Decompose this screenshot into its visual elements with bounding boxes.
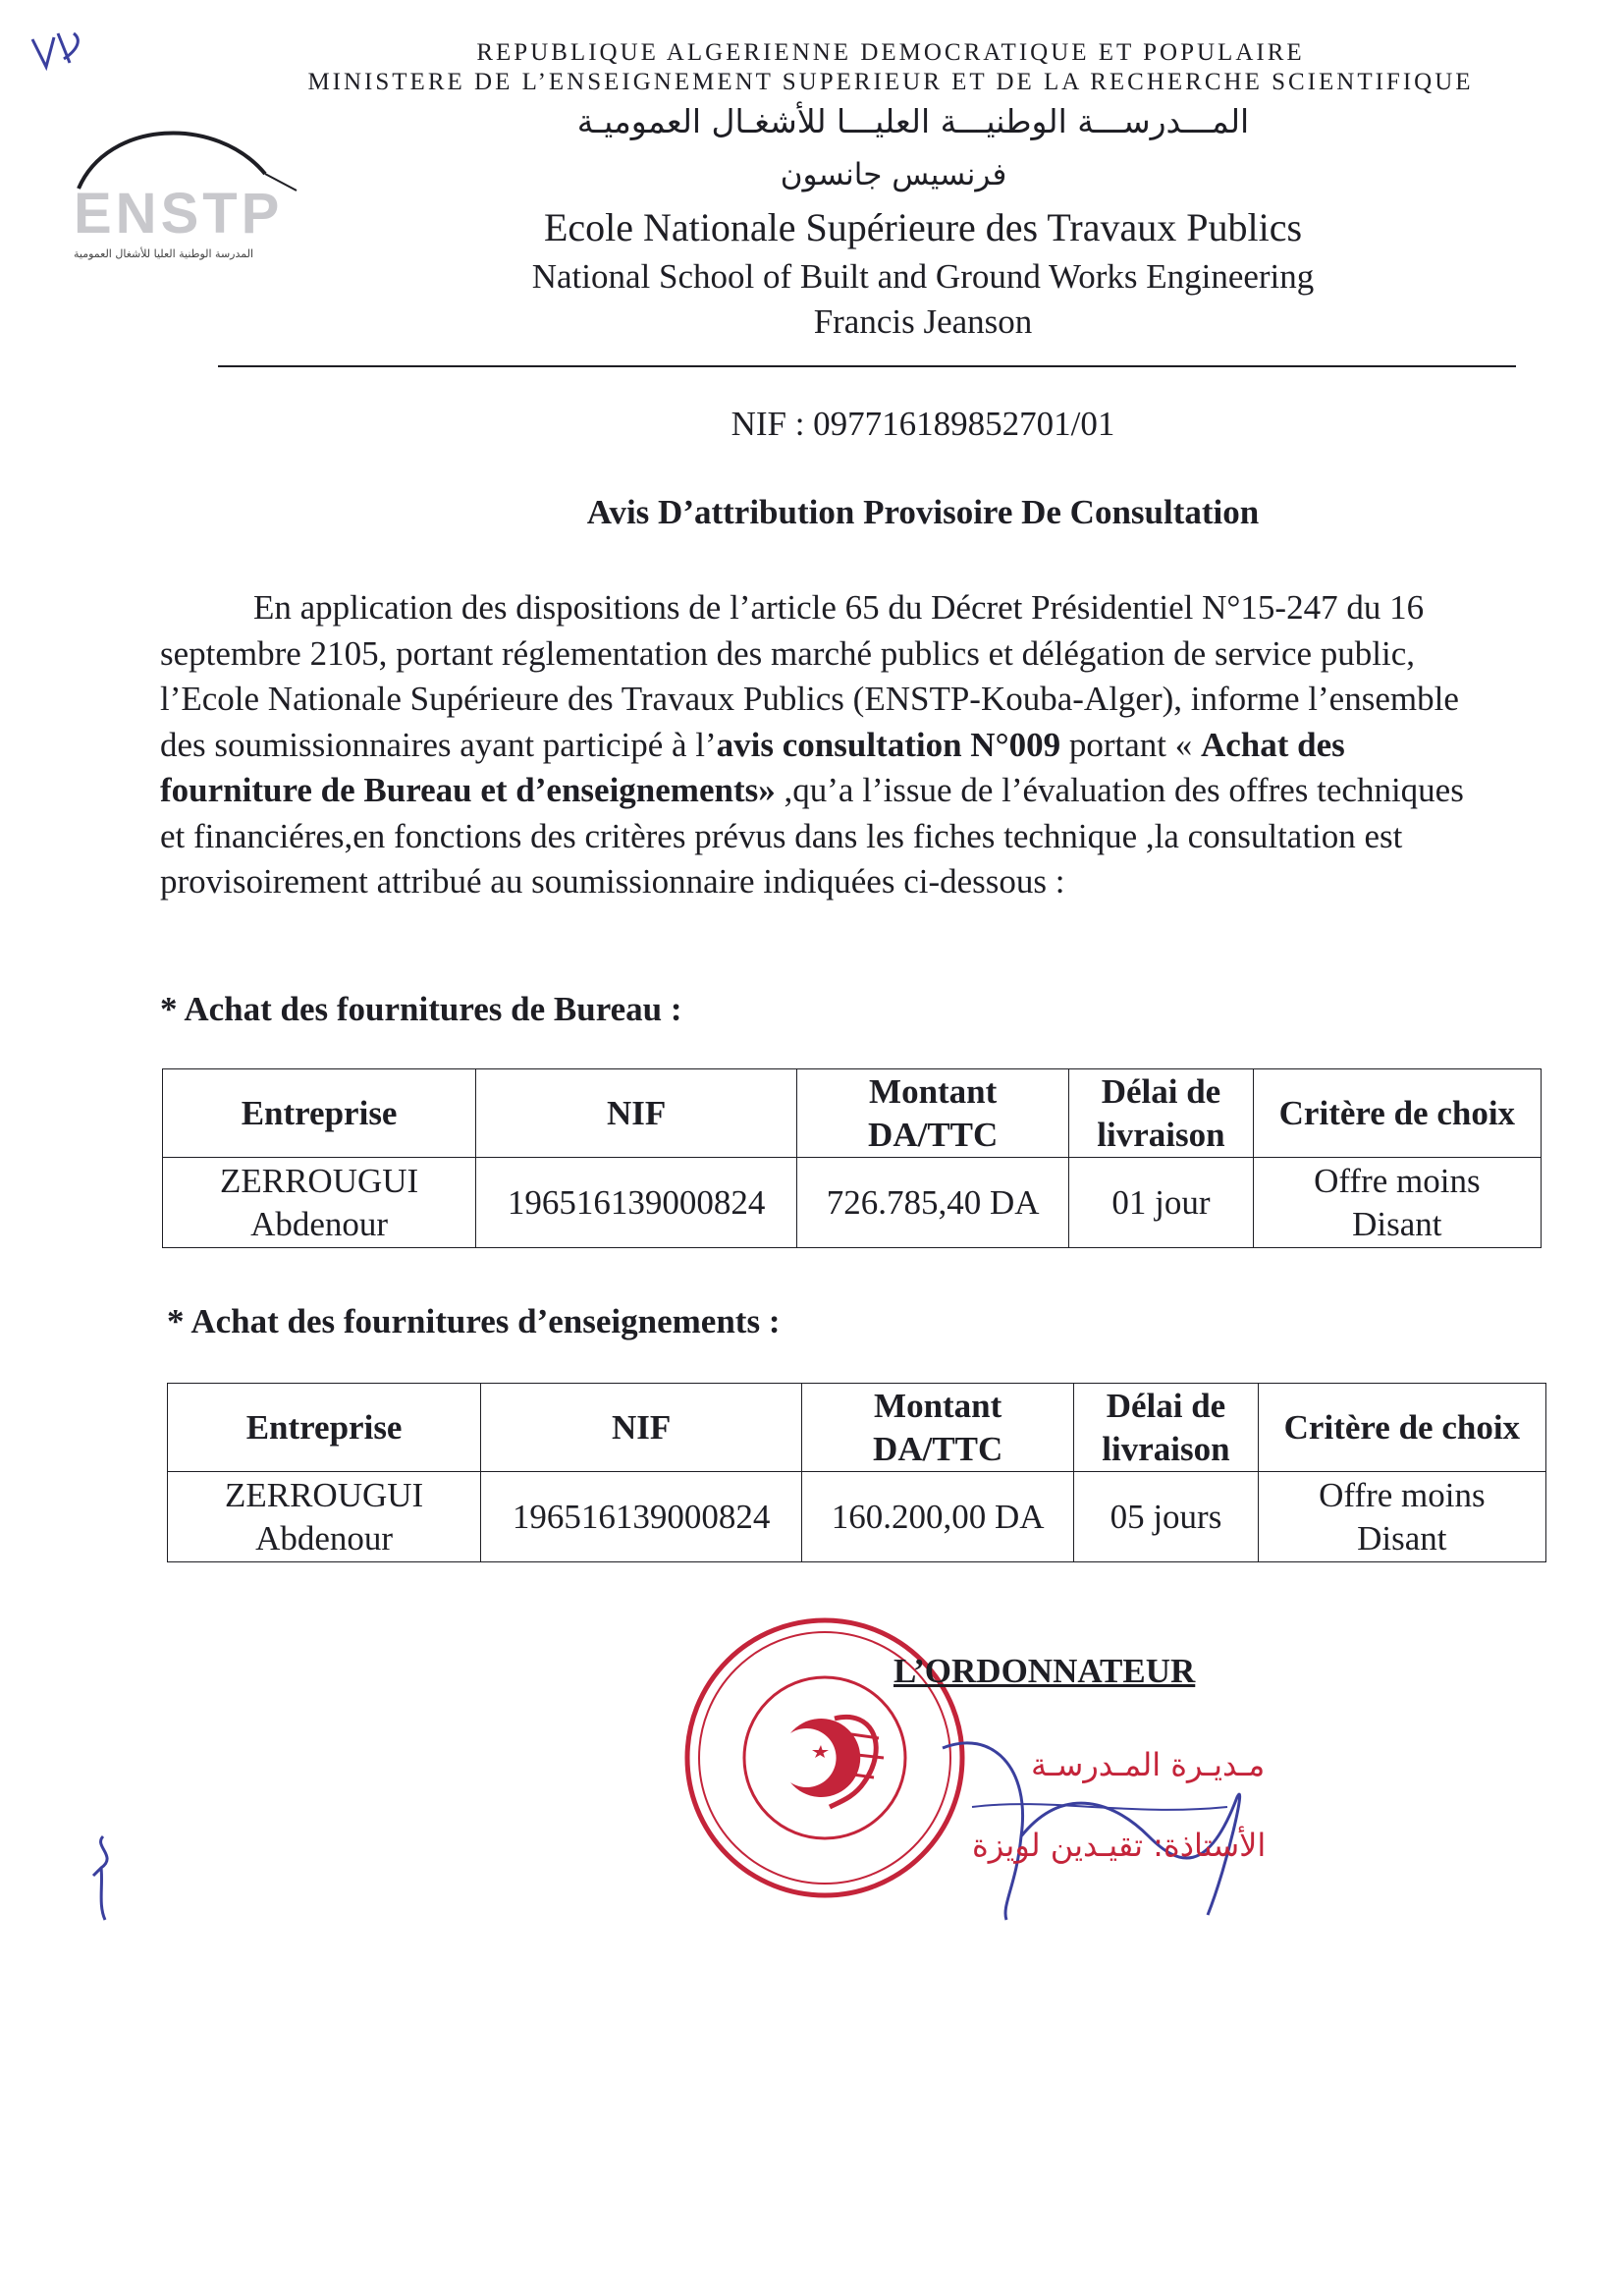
cell-delai: 05 jours [1074,1472,1259,1562]
header-entreprise: Entreprise [168,1384,481,1472]
nif-line: NIF : 097716189852701/01 [731,405,1115,443]
logo-arabic-text: المدرسة الوطنية العليا للأشغال العمومية [74,247,254,260]
body-text-part-3: ,qu’a l’issue de l’évaluation des offres techniques et financiéres,en fonctions des critères prévus dans les fiches technique ,la consultation est provisoirement attribué au soumissionnaire indiquées ci-dessous : [160,771,1464,901]
bureau-award-table [162,1068,1542,1248]
table-header-row [168,1384,1546,1472]
cell-delai: 01 jour [1069,1158,1254,1248]
table-header-row [163,1069,1542,1158]
cell-critere: Offre moins Disant [1253,1158,1541,1248]
document-title: Avis D’attribution Provisoire De Consultation [586,493,1260,531]
cell-nif: 196516139000824 [476,1158,797,1248]
header-nif: NIF [481,1384,802,1472]
body-text-part-2: portant « [1060,725,1201,764]
enseignements-award-table [167,1383,1546,1562]
school-arabic-subname: فرنسيس جانسون [780,157,1007,192]
body-text-part-1: En application des dispositions de l’article 65 du Décret Présidentiel N°15-247 du 16 septembre 2105, portant réglementation des marché publics et délégation de service public, l’Ecole Nationale Supérieure des Travaux Publics (ENSTP-Kouba-Alger), informe l’ensemble des soumissionnaires ayant participé à l’ [160,588,1459,764]
header-critere: Critère de choix [1258,1384,1545,1472]
header-montant: Montant DA/TTC [797,1069,1069,1158]
handwritten-margin-mark [83,1827,123,1925]
school-english-name: National School of Built and Ground Works Engineering [531,257,1315,296]
header-divider [218,365,1516,367]
section-bureau-heading: * Achat des fournitures de Bureau : [160,990,682,1028]
cell-montant: 160.200,00 DA [802,1472,1074,1562]
body-bold-subject: Achat des fourniture de Bureau et d’enseignements» [160,725,1345,809]
header-entreprise: Entreprise [163,1069,476,1158]
school-french-name: Ecole Nationale Supérieure des Travaux Publics [543,205,1303,249]
section-enseignements-heading: * Achat des fournitures d’enseignements : [167,1302,781,1340]
table-row [168,1472,1546,1562]
header-critere: Critère de choix [1253,1069,1541,1158]
enstp-logo [69,120,304,277]
body-bold-consultation: avis consultation N°009 [716,725,1061,764]
school-arabic-name: المـــدرســـة الوطنيـــة العليـــا للأشغـال العموميـة [576,102,1250,140]
body-paragraph [160,585,1476,905]
header-montant: Montant DA/TTC [802,1384,1074,1472]
cell-critere: Offre moins Disant [1258,1472,1545,1562]
header-delai: Délai de livraison [1074,1384,1259,1472]
table-row [163,1158,1542,1248]
cell-montant: 726.785,40 DA [797,1158,1069,1248]
signatory-name-arabic: الأستاذة: تقيـدين لويزة [972,1827,1267,1864]
header-delai: Délai de livraison [1069,1069,1254,1158]
republic-heading: REPUBLIQUE ALGERIENNE DEMOCRATIQUE ET POPULAIRE [476,39,1305,66]
cell-nif: 196516139000824 [481,1472,802,1562]
logo-text: ENSTP [74,182,284,246]
ministry-heading: MINISTERE DE L’ENSEIGNEMENT SUPERIEUR ET DE LA RECHERCHE SCIENTIFIQUE [307,69,1474,95]
header-nif: NIF [476,1069,797,1158]
cell-entreprise: ZERROUGUI Abdenour [168,1472,481,1562]
cell-entreprise: ZERROUGUI Abdenour [163,1158,476,1248]
signatory-title: L’ORDONNATEUR [893,1652,1196,1690]
signature-scribble [913,1689,1267,1925]
signatory-role-arabic: مـديـرة المـدرسـة [1031,1746,1266,1783]
school-patron-name: Francis Jeanson [813,302,1033,341]
